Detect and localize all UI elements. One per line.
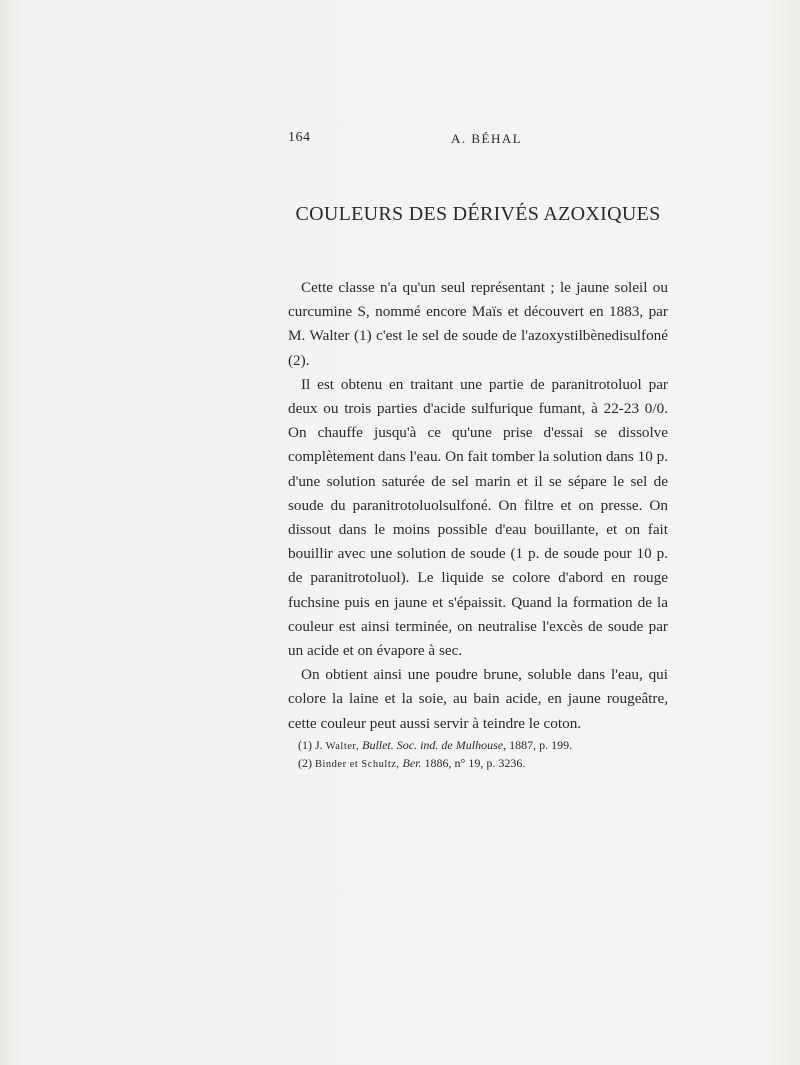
footnotes: [298, 737, 668, 773]
footnote-marker: (2): [298, 756, 312, 770]
body-text: [288, 276, 668, 736]
footnote-marker: (1): [298, 738, 312, 752]
footnote-details: 1887, p. 199.: [509, 738, 573, 752]
paragraph-1: Cette classe n'a qu'un seul représentant ; le jaune soleil ou curcumine S, nommé encore Maïs et découvert en 1883, par M. Walter (1) c'est le sel de soude de l'azoxystilbènedisulfoné (2).: [288, 279, 668, 369]
footnote-2: [298, 755, 668, 773]
page-number: 164: [288, 130, 311, 145]
footnote-journal: Ber.: [402, 756, 422, 770]
footnote-author: Walter,: [325, 741, 360, 752]
footnote-details: 1886, n° 19, p. 3236.: [424, 756, 526, 770]
running-head: [288, 130, 668, 150]
footnote-initial: J.: [315, 738, 323, 752]
paragraph-2: Il est obtenu en traitant une partie de paranitrotoluol par deux ou trois parties d'acide sulfurique fumant, à 22-23 0/0. On chauffe jusqu'à ce qu'une prise d'essai se dissolve complètement dans l'eau. On fait tomber la solution dans 10 p. d'une solution saturée de sel marin et il se sépare le sel de soude du paranitrotoluolsulfoné. On filtre et on presse. On dissout dans le moins possible d'eau bouillante, et on fait bouillir avec une solution de soude (1 p. de soude pour 10 p. de paranitrotoluol). Le liquide se colore d'abord en rouge fuchsine puis en jaune et s'épaissit. Quand la formation de la couleur est ainsi terminée, on neutralise l'excès de soude par un acide et on évapore à sec.: [288, 375, 668, 660]
footnote-journal: Bullet. Soc. ind. de Mulhouse,: [362, 738, 507, 752]
paragraph-3: On obtient ainsi une poudre brune, soluble dans l'eau, qui colore la laine et la soie, au bain acide, en jaune rougeâtre, cette couleur peut aussi servir à teindre le coton.: [288, 666, 668, 732]
footnote-1: [298, 737, 668, 755]
chapter-title: COULEURS DES DÉRIVÉS AZOXIQUES: [295, 203, 661, 225]
running-head-author: A. BÉHAL: [451, 131, 523, 146]
footnote-author: Binder et Schultz,: [315, 759, 400, 770]
